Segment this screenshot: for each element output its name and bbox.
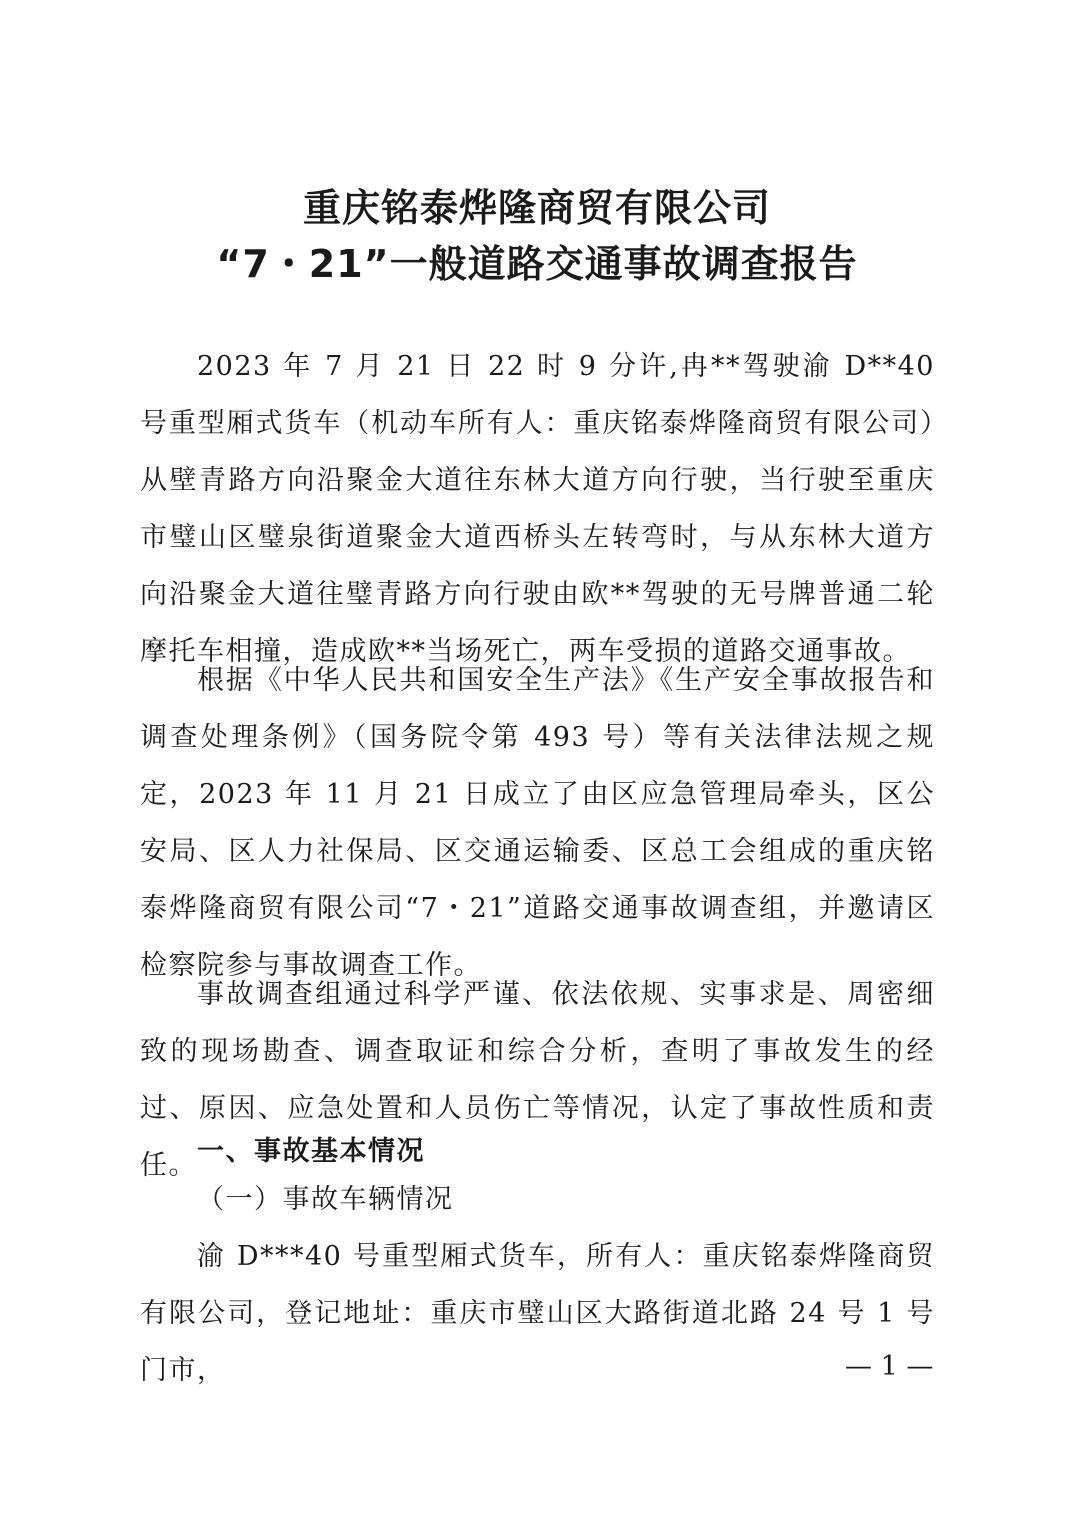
subsection-heading: （一）事故车辆情况 [197,1184,454,1215]
section-heading: 一、事故基本情况 [197,1136,425,1167]
paragraph-investigation-basis [140,652,935,994]
page-number: — 1 — [845,1351,934,1382]
paragraph-text: 根据《中华人民共和国安全生产法》《生产安全事故报告和调查处理条例》（国务院令第 493 号）等有关法律法规之规定，2023 年 11 月 21 日成立了由区应急管理局牵头，区公安局、区人力社保局、区交通运输委、区总工会组成的重庆铭泰烨隆商贸有限公司“7・21”道路交通事故调查组，并邀请区检察院参与事故调查工作。 [140,665,935,981]
document-title-line-1: 重庆铭泰烨隆商贸有限公司 [302,186,771,230]
paragraph-accident-summary [140,338,935,680]
document-title-line-2: “7・21”一般道路交通事故调查报告 [216,242,858,286]
paragraph-vehicle-info [140,1228,935,1399]
paragraph-text: 事故调查组通过科学严谨、依法依规、实事求是、周密细致的现场勘查、调查取证和综合分析，查明了事故发生的经过、原因、应急处置和人员伤亡等情况，认定了事故性质和责任。 [140,979,935,1181]
paragraph-text: 2023 年 7 月 21 日 22 时 9 分许,冉**驾驶渝 D**40 号重型厢式货车（机动车所有人：重庆铭泰烨隆商贸有限公司）从壁青路方向沿聚金大道往东林大道方向行驶，当行驶至重庆市璧山区璧泉街道聚金大道西桥头左转弯时，与从东林大道方向沿聚金大道往璧青路方向行驶由欧**驾驶的无号牌普通二轮摩托车相撞，造成欧**当场死亡，两车受损的道路交通事故。 [140,351,935,667]
paragraph-text: 渝 D***40 号重型厢式货车，所有人：重庆铭泰烨隆商贸有限公司，登记地址：重庆市璧山区大路街道北路 24 号 1 号门市， [140,1241,935,1386]
